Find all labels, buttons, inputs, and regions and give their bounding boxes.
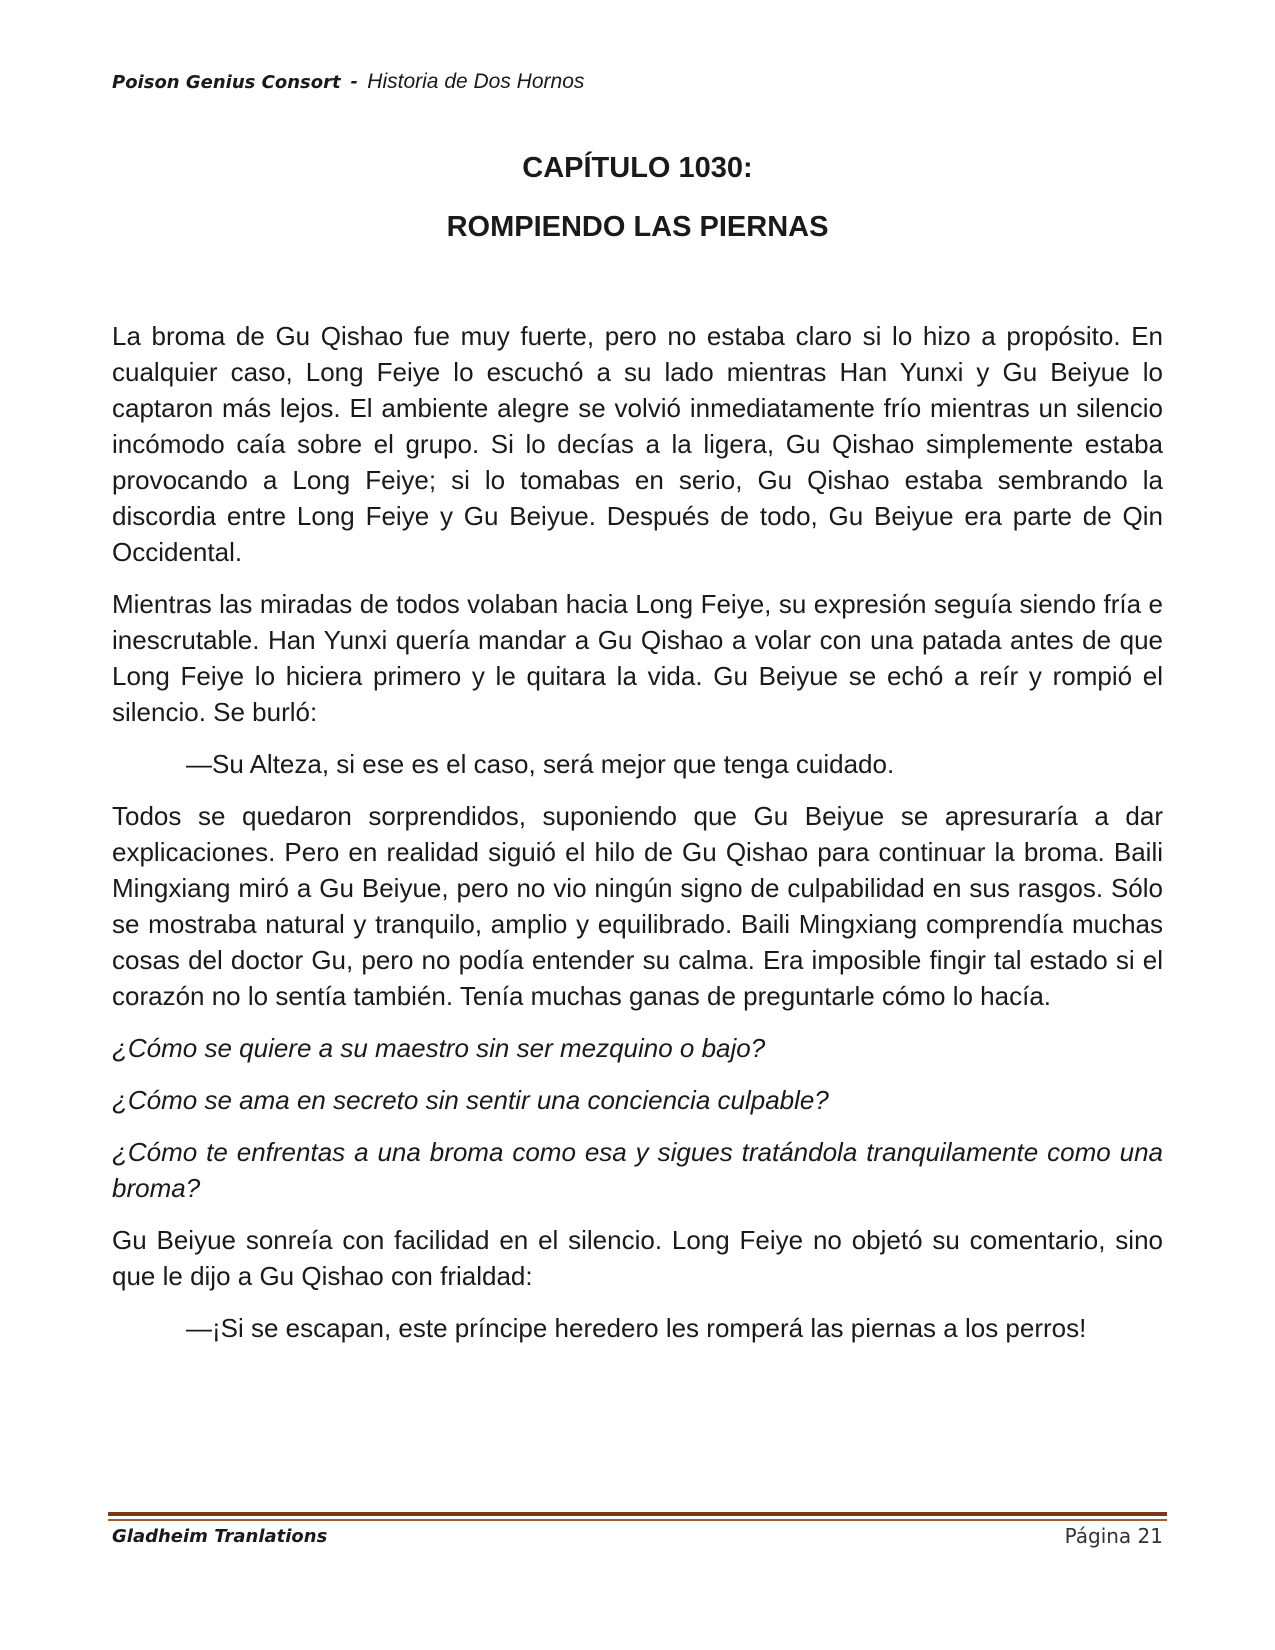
paragraph: Gu Beiyue sonreía con facilidad en el silencio. Long Feiye no objetó su comentario, sino que le dijo a Gu Qishao con frialdad:: [112, 1225, 1163, 1291]
footer-divider: [108, 1512, 1167, 1516]
running-header: [112, 70, 584, 94]
chapter-title: ROMPIENDO LAS PIERNAS: [446, 211, 829, 243]
paragraph: Todos se quedaron sorprendidos, suponiendo que Gu Beiyue se apresuraría a dar explicaciones. Pero en realidad siguió el hilo de Gu Qishao para continuar la broma. Baili Mingxiang miró a Gu Beiyue, pero no vio ningún signo de culpabilidad en sus rasgos. Sólo se mostraba natural y tranquilo, amplio y equilibrado. Baili Mingxiang comprendía muchas cosas del doctor Gu, pero no podía entender su calma. Era imposible fingir tal estado si el corazón no lo sentía también. Tenía muchas ganas de preguntarle cómo lo hacía.: [112, 801, 1163, 1011]
chapter-number: CAPÍTULO 1030:: [522, 152, 753, 184]
translator-credit: Gladheim Tranlations: [112, 1526, 328, 1547]
chapter-body: [112, 318, 1163, 1362]
dialogue-paragraph: —¡Si se escapan, este príncipe heredero les romperá las piernas a los perros!: [186, 1313, 1087, 1343]
page-number: 21: [1137, 1524, 1163, 1548]
page-label: Página: [1064, 1524, 1132, 1548]
footer-divider-thin: [108, 1519, 1167, 1521]
header-subtitle: Historia de Dos Hornos: [367, 70, 585, 93]
page-indicator: [1065, 1524, 1163, 1548]
header-separator: -: [350, 70, 358, 93]
paragraph: La broma de Gu Qishao fue muy fuerte, pero no estaba claro si lo hizo a propósito. En cualquier caso, Long Feiye lo escuchó a su lado mientras Han Yunxi y Gu Beiyue lo captaron más lejos. El ambiente alegre se volvió inmediatamente frío mientras un silencio incómodo caía sobre el grupo. Si lo decías a la ligera, Gu Qishao simplemente estaba provocando a Long Feiye; si lo tomabas en serio, Gu Qishao estaba sembrando la discordia entre Long Feiye y Gu Beiyue. Después de todo, Gu Beiyue era parte de Qin Occidental.: [112, 321, 1163, 567]
thought-paragraph: ¿Cómo se quiere a su maestro sin ser mezquino o bajo?: [112, 1033, 766, 1063]
thought-paragraph: ¿Cómo se ama en secreto sin sentir una conciencia culpable?: [112, 1085, 829, 1115]
thought-paragraph: ¿Cómo te enfrentas a una broma como esa y sigues tratándola tranquilamente como una broma?: [112, 1137, 1163, 1203]
paragraph: Mientras las miradas de todos volaban hacia Long Feiye, su expresión seguía siendo fría e inescrutable. Han Yunxi quería mandar a Gu Qishao a volar con una patada antes de que Long Feiye lo hiciera primero y le quitara la vida. Gu Beiyue se echó a reír y rompió el silencio. Se burló:: [112, 589, 1163, 727]
series-title: Poison Genius Consort: [112, 72, 341, 93]
dialogue-paragraph: —Su Alteza, si ese es el caso, será mejor que tenga cuidado.: [186, 749, 895, 779]
